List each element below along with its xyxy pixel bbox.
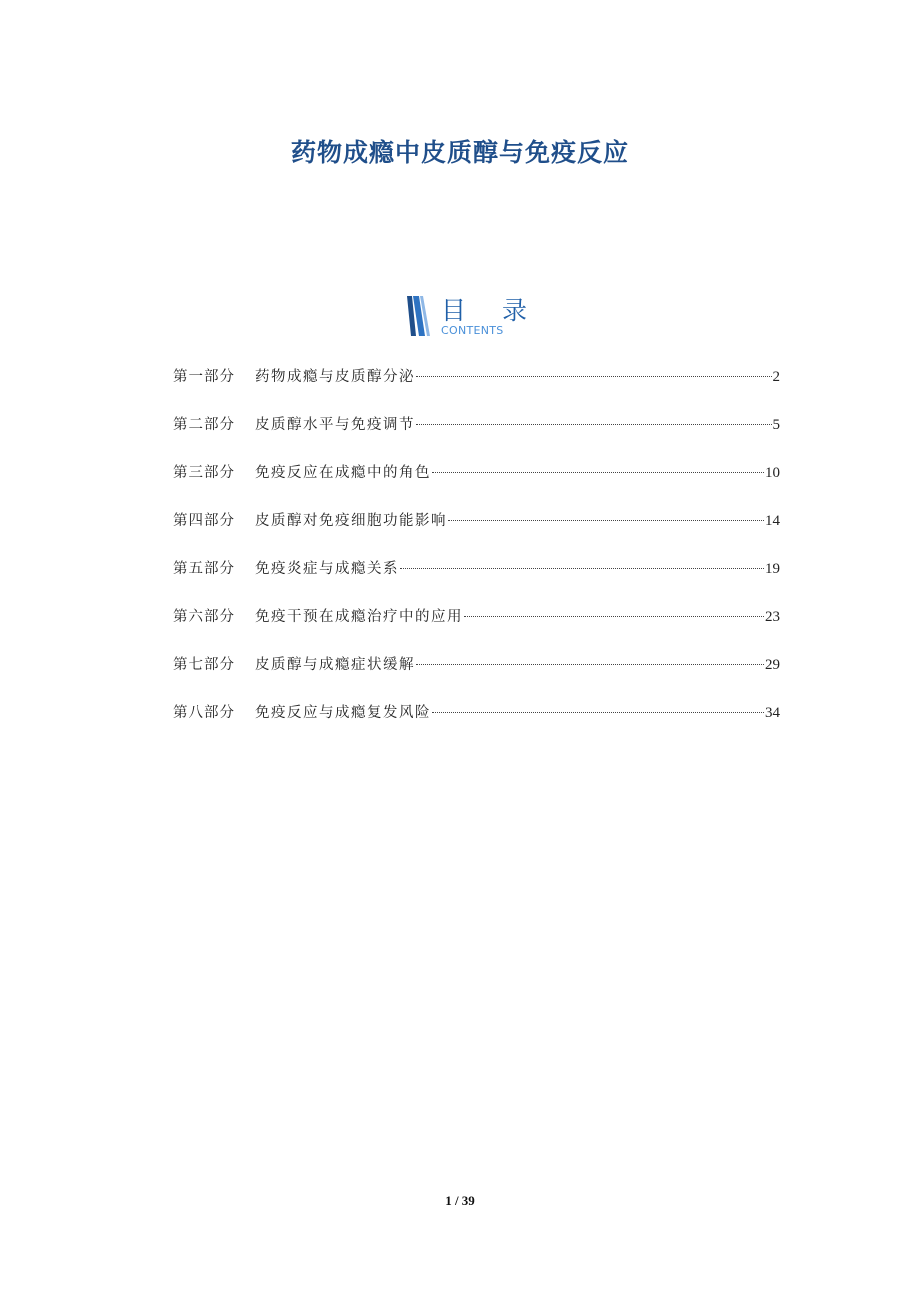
stacked-bars-logo-icon [405, 296, 431, 336]
toc-entry-part: 第六部分 [173, 609, 235, 625]
toc-dot-leader [400, 567, 764, 569]
toc-heading-subtitle: CONTENTS [441, 324, 504, 337]
toc-dot-leader [416, 375, 772, 377]
toc-dot-leader [432, 471, 764, 473]
toc-entry-title: 皮质醇对免疫细胞功能影响 [255, 513, 447, 529]
toc-entry-1[interactable] [173, 366, 780, 414]
page-number: 1 / 39 [445, 1193, 475, 1208]
toc-entry-page: 34 [765, 705, 780, 721]
toc-heading [405, 294, 541, 340]
toc-dot-leader [432, 711, 764, 713]
toc-entry-part: 第三部分 [173, 465, 235, 481]
toc-entry-7[interactable] [173, 654, 780, 702]
toc-entry-part: 第二部分 [173, 417, 235, 433]
toc-entry-page: 10 [765, 465, 780, 481]
toc-entry-page: 14 [765, 513, 780, 529]
toc-entry-title: 免疫干预在成瘾治疗中的应用 [255, 609, 463, 625]
toc-entry-page: 19 [765, 561, 780, 577]
toc-heading-title: 目 录 [441, 296, 541, 325]
toc-dot-leader [464, 615, 764, 617]
toc-entry-title: 免疫反应在成瘾中的角色 [255, 465, 431, 481]
toc-entry-page: 23 [765, 609, 780, 625]
toc-entry-part: 第七部分 [173, 657, 235, 673]
document-title: 药物成瘾中皮质醇与免疫反应 [290, 137, 629, 167]
toc-dot-leader [448, 519, 764, 521]
toc-entry-page: 29 [765, 657, 780, 673]
toc-entry-part: 第四部分 [173, 513, 235, 529]
toc-entry-8[interactable] [173, 702, 780, 750]
toc-dot-leader [416, 423, 772, 425]
toc-entry-title: 皮质醇水平与免疫调节 [255, 417, 415, 433]
toc-entry-part: 第八部分 [173, 705, 235, 721]
toc-entry-2[interactable] [173, 414, 780, 462]
toc-entry-4[interactable] [173, 510, 780, 558]
toc-entry-title: 皮质醇与成瘾症状缓解 [255, 657, 415, 673]
toc-entry-title: 免疫反应与成瘾复发风险 [255, 705, 431, 721]
toc-entry-title: 免疫炎症与成瘾关系 [255, 561, 399, 577]
toc-entry-5[interactable] [173, 558, 780, 606]
toc-entry-page: 2 [772, 369, 780, 385]
toc-dot-leader [416, 663, 764, 665]
toc-entry-page: 5 [772, 417, 780, 433]
toc-list [173, 366, 780, 750]
toc-entry-3[interactable] [173, 462, 780, 510]
toc-entry-part: 第一部分 [173, 369, 235, 385]
toc-entry-part: 第五部分 [173, 561, 235, 577]
toc-entry-title: 药物成瘾与皮质醇分泌 [255, 369, 415, 385]
toc-entry-6[interactable] [173, 606, 780, 654]
